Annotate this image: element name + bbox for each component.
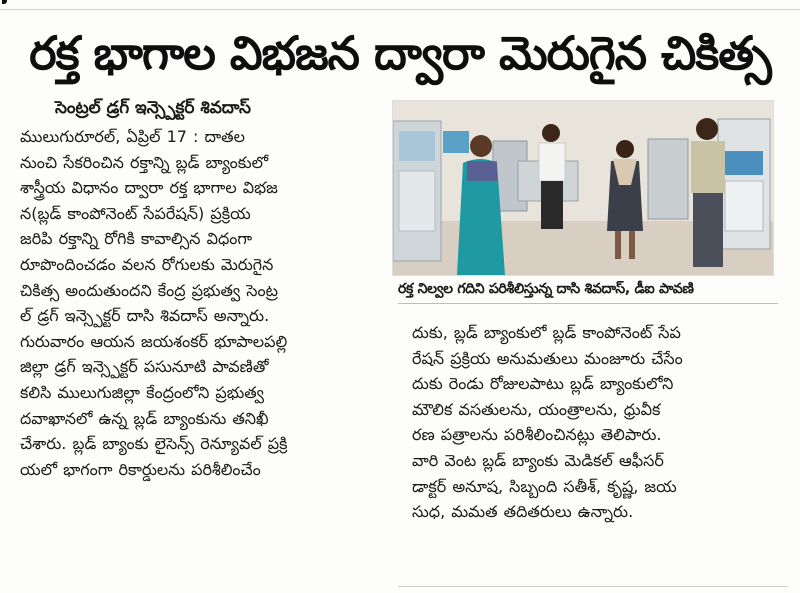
text-line: సుధ, మమత తదితరులు ఉన్నారు. (412, 502, 634, 522)
text-line: గురువారం ఆయన జయశంకర్ భూపాలపల్లి (20, 331, 288, 351)
text-line: శాస్త్రీయ విధానం ద్వారా రక్త భాగాల విభజ (20, 178, 278, 198)
text-line: డాక్టర్ అనూష, సిబ్బంది సతీశ్, కృష్ణ, జయ (412, 476, 677, 496)
blood-bank-room-illustration (393, 101, 773, 275)
article-photo (392, 100, 774, 276)
text-line: రూపొందించడం వలన రోగులకు మెరుగైన (20, 254, 274, 274)
caption-divider (398, 303, 778, 304)
text-line: జిల్లా డ్రగ్ ఇన్స్పెక్టర్ పసునూటి పావణితో (20, 357, 269, 377)
text-line: చికిత్స అందుతుందని కేంద్ర ప్రభుత్వ సెంట్ర (20, 280, 278, 300)
article-body-left-column (20, 124, 392, 482)
text-line: దవాఖానలో ఉన్న బ్లడ్ బ్యాంకును తనిఖీ (20, 408, 269, 428)
top-rule (0, 0, 800, 10)
text-line: ములుగురూరల్, ఏప్రిల్ 17 : దాతల (20, 127, 245, 146)
article-body-right-column (412, 320, 788, 525)
text-line: దుకు రెండు రోజులపాటు బ్లడ్ బ్యాంకులోని (412, 374, 674, 394)
photo-caption: రక్త నిల్వల గదిని పరిశీలిస్తున్న దాసి శివదాస్, డీఐ పావణి (398, 281, 694, 297)
text-line: మౌలిక వసతులను, యంత్రాలను, ధ్రువీక (412, 399, 661, 419)
text-line: న(బ్లడ్ కాంపోనెంట్ సేపరేషన్) ప్రక్రియ (20, 203, 251, 223)
text-line: జరిపి రక్తాన్ని రోగికి కావాల్సిన విధంగా (20, 229, 253, 249)
text-line: కలిసి ములుగుజిల్లా కేంద్రంలోని ప్రభుత్వ (20, 382, 265, 402)
text-line: రేషన్ ప్రక్రియ అనుమతులు మంజూరు చేసేం (412, 348, 683, 368)
article-byline: సెంట్రల్ డ్రగ్ ఇన్స్పెక్టర్ శివదాస్ (55, 98, 251, 118)
bottom-rule (398, 586, 788, 587)
text-line: నుంచి సేకరించిన రక్తాన్ని బ్లడ్ బ్యాంకులో (20, 152, 269, 172)
text-line: వారి వెంట బ్లడ్ బ్యాంకు మెడికల్ ఆఫీసర్ (412, 450, 664, 470)
text-line: దుకు, బ్లడ్ బ్యాంకులో బ్లడ్ కాంపోనెంట్ సేప (412, 323, 681, 342)
text-line: చేశారు. బ్లడ్ బ్యాంకు లైసెన్స్ రెన్యూవల్ ప్రక్రి (20, 434, 288, 454)
text-line: ల్ డ్రగ్ ఇన్స్పెక్టర్ దాసి శివదాస్ అన్నారు. (20, 306, 270, 326)
text-line: రణ పత్రాలను పరిశీలించినట్లు తెలిపారు. (412, 425, 662, 445)
text-line: యలో భాగంగా రికార్డులను పరిశీలించేం (20, 459, 261, 479)
article-headline: రక్త భాగాల విభజన ద్వారా మెరుగైన చికిత్స (29, 26, 771, 80)
